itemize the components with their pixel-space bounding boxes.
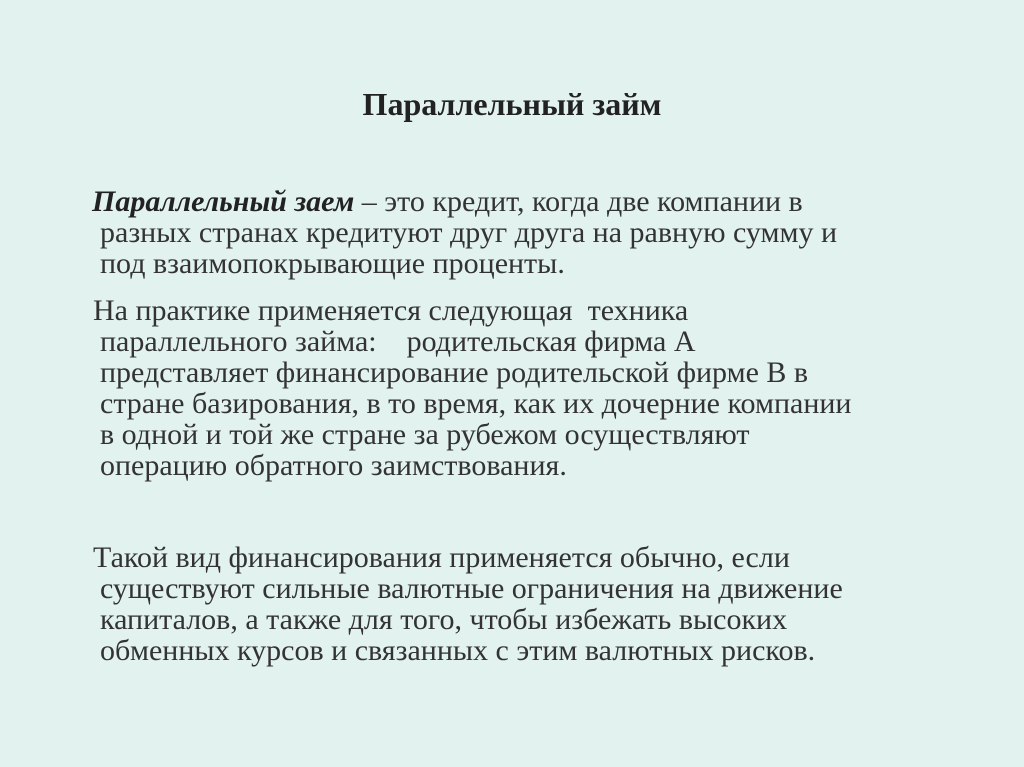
paragraph-line: существуют сильные валютные ограничения на движение (100, 572, 843, 605)
paragraph-line: представляет финансирование родительской фирме В в (100, 356, 809, 389)
paragraph-definition (92, 185, 960, 280)
paragraph-line: параллельного займа: родительская фирма А (100, 325, 696, 358)
paragraph-line (92, 186, 960, 217)
paragraph-line: обменных курсов и связанных с этим валютных рисков. (100, 634, 816, 667)
term-lead: Параллельный заем (92, 185, 355, 218)
paragraph-line: разных странах кредитуют друг друга на равную сумму и (100, 216, 838, 249)
paragraph-line: операцию обратного заимствования. (100, 449, 567, 482)
paragraph-line: На практике применяется следующая техника (93, 294, 689, 327)
paragraph-line: капиталов, а также для того, чтобы избежать высоких (100, 603, 788, 636)
paragraph-line: в одной и той же стране за рубежом осуществляют (100, 418, 750, 451)
paragraph-technique (93, 294, 960, 482)
paragraph-line: стране базирования, в то время, как их дочерние компании (100, 387, 852, 420)
paragraph-line: Такой вид финансирования применяется обычно, если (93, 541, 790, 574)
paragraph-line: под взаимопокрывающие проценты. (100, 247, 565, 280)
slide-title: Параллельный займ (362, 86, 662, 122)
definition-text: – это кредит, когда две компании в (354, 185, 803, 218)
paragraph-usage (93, 541, 960, 667)
